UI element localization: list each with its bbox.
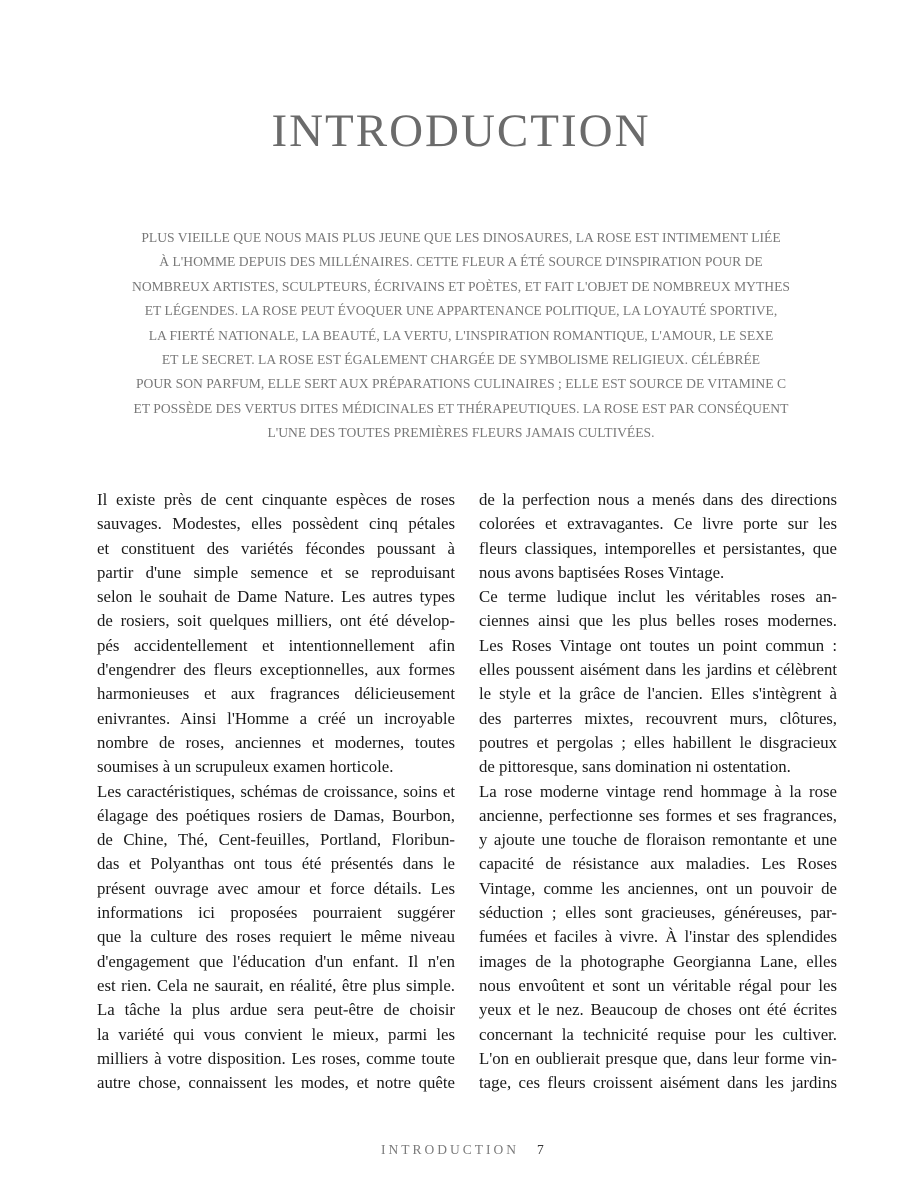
text-line: sauvages. Modestes, elles possèdent cinq pétales: [97, 514, 455, 534]
text-line: ciennes ainsi que les plus belles roses modernes.: [479, 611, 837, 631]
text-line: Les Roses Vintage ont toutes un point commun :: [479, 635, 837, 655]
text-line: milliers à votre disposition. Les roses, comme toute: [97, 1048, 455, 1068]
text-line: La rose moderne vintage rend hommage à la rose: [479, 781, 837, 801]
text-line: Ce terme ludique inclut les véritables roses an-: [479, 587, 837, 607]
text-line: le style et la grâce de l'ancien. Elles s'intègrent à: [479, 684, 837, 704]
text-line: informations ici proposées pourraient suggérer: [97, 903, 455, 923]
left-column: [97, 488, 455, 1095]
text-line: séduction ; elles sont gracieuses, généreuses, par-: [479, 903, 837, 923]
text-line: yeux et le nez. Beaucoup de choses ont été écrites: [479, 1000, 837, 1020]
text-line: nous avons baptisées Roses Vintage.: [479, 562, 725, 582]
intro-line: PLUS VIEILLE QUE NOUS MAIS PLUS JEUNE QUE LES DINOSAURES, LA ROSE EST INTIMEMENT LIÉE: [141, 230, 781, 245]
intro-line: NOMBREUX ARTISTES, SCULPTEURS, ÉCRIVAINS ET POÈTES, ET FAIT L'OBJET DE NOMBREUX MYTHES: [132, 278, 790, 294]
text-line: de la perfection nous a menés dans des directions: [479, 490, 837, 509]
intro-line: À L'HOMME DEPUIS DES MILLÉNAIRES. CETTE FLEUR A ÉTÉ SOURCE D'INSPIRATION POUR DE: [159, 254, 763, 270]
text-line: des parterres mixtes, recouvrent murs, clôtures,: [479, 708, 837, 728]
text-line: images de la photographe Georgianna Lane, elles: [479, 951, 837, 971]
text-line: nous envoûtent et sont un véritable régal pour les: [479, 975, 837, 995]
text-line: d'engagement que l'éducation d'un enfant. Il n'en: [97, 951, 455, 971]
text-line: ancienne, perfectionne ses formes et ses fragrances,: [479, 805, 837, 825]
text-line: et constituent des variétés fécondes poussant à: [97, 538, 455, 558]
text-line: concernant la technicité requise pour les cultiver.: [479, 1024, 837, 1044]
page-title: INTRODUCTION: [271, 105, 651, 157]
text-line: autre chose, connaissent les modes, et notre quête: [97, 1073, 455, 1093]
text-line: harmonieuses et aux fragrances délicieusement: [97, 684, 455, 704]
text-line: L'on en oublierait presque que, dans leur forme vin-: [479, 1048, 837, 1068]
text-line: pés accidentellement et intentionnellement afin: [97, 635, 455, 655]
text-line: La tâche la plus ardue sera peut-être de choisir: [97, 1000, 455, 1020]
intro-line: ET LÉGENDES. LA ROSE PEUT ÉVOQUER UNE APPARTENANCE POLITIQUE, LA LOYAUTÉ SPORTIVE,: [144, 303, 778, 319]
text-line: colorées et extravagantes. Ce livre porte sur les: [479, 514, 837, 534]
page-number: 7: [537, 1142, 544, 1157]
text-line: y ajoute une touche de floraison remontante et une: [479, 830, 837, 850]
running-header: INTRODUCTION: [381, 1142, 519, 1157]
text-line: présent ouvrage avec amour et force détails. Les: [97, 878, 455, 898]
intro-paragraph: [110, 226, 812, 446]
text-line: élagage des poétiques rosiers de Damas, Bourbon,: [97, 805, 455, 825]
text-line: enivrantes. Ainsi l'Homme a créé un incroyable: [97, 708, 455, 728]
text-line: selon le souhait de Dame Nature. Les autres types: [97, 587, 455, 607]
text-line: poutres et pergolas ; elles habillent le disgracieux: [479, 732, 837, 752]
text-line: fumées et faciles à vivre. À l'instar des splendides: [479, 927, 837, 947]
text-line: Il existe près de cent cinquante espèces de roses: [97, 490, 455, 509]
intro-line: L'UNE DES TOUTES PREMIÈRES FLEURS JAMAIS CULTIVÉES.: [267, 425, 655, 441]
text-line: la variété qui vous convient le mieux, parmi les: [97, 1024, 455, 1044]
text-line: Vintage, comme les anciennes, ont un pouvoir de: [479, 878, 837, 898]
text-line: soumises à un scrupuleux examen horticole.: [97, 757, 394, 777]
text-line: de Chine, Thé, Cent-feuilles, Portland, Floribun-: [97, 830, 455, 850]
text-line: que la culture des roses requiert le même niveau: [97, 927, 455, 947]
text-line: capacité de résistance aux maladies. Les Roses: [479, 854, 837, 874]
intro-line: ET LE SECRET. LA ROSE EST ÉGALEMENT CHARGÉE DE SYMBOLISME RELIGIEUX. CÉLÉBRÉE: [161, 352, 761, 368]
text-line: d'engendrer des fleurs exceptionnelles, aux formes: [97, 660, 455, 680]
text-line: nombre de roses, anciennes et modernes, toutes: [97, 732, 455, 752]
text-line: elles poussent aisément dans les jardins et célèbrent: [479, 660, 837, 680]
text-line: fleurs classiques, intemporelles et persistantes, que: [479, 538, 837, 558]
text-line: Les caractéristiques, schémas de croissance, soins et: [97, 781, 455, 801]
text-line: partir d'une simple semence et se reproduisant: [97, 562, 455, 582]
page-footer: [381, 1142, 544, 1158]
text-line: das et Polyanthas ont tous été présentés dans le: [97, 854, 455, 874]
text-line: tage, ces fleurs croissent aisément dans les jardins: [479, 1073, 837, 1093]
intro-line: ET POSSÈDE DES VERTUS DITES MÉDICINALES ET THÉRAPEUTIQUES. LA ROSE EST PAR CONSÉQUENT: [133, 400, 789, 416]
text-line: est rien. Cela ne saurait, en réalité, être plus simple.: [97, 975, 455, 995]
intro-line: POUR SON PARFUM, ELLE SERT AUX PRÉPARATIONS CULINAIRES ; ELLE EST SOURCE DE VITAMINE C: [135, 376, 787, 392]
text-line: de rosiers, soit quelques milliers, ont été dévelop-: [97, 611, 455, 631]
intro-line: LA FIERTÉ NATIONALE, LA BEAUTÉ, LA VERTU, L'INSPIRATION ROMANTIQUE, L'AMOUR, LE SEXE: [148, 327, 774, 343]
text-line: de pittoresque, sans domination ni ostentation.: [479, 757, 791, 777]
right-column: [479, 488, 837, 1095]
